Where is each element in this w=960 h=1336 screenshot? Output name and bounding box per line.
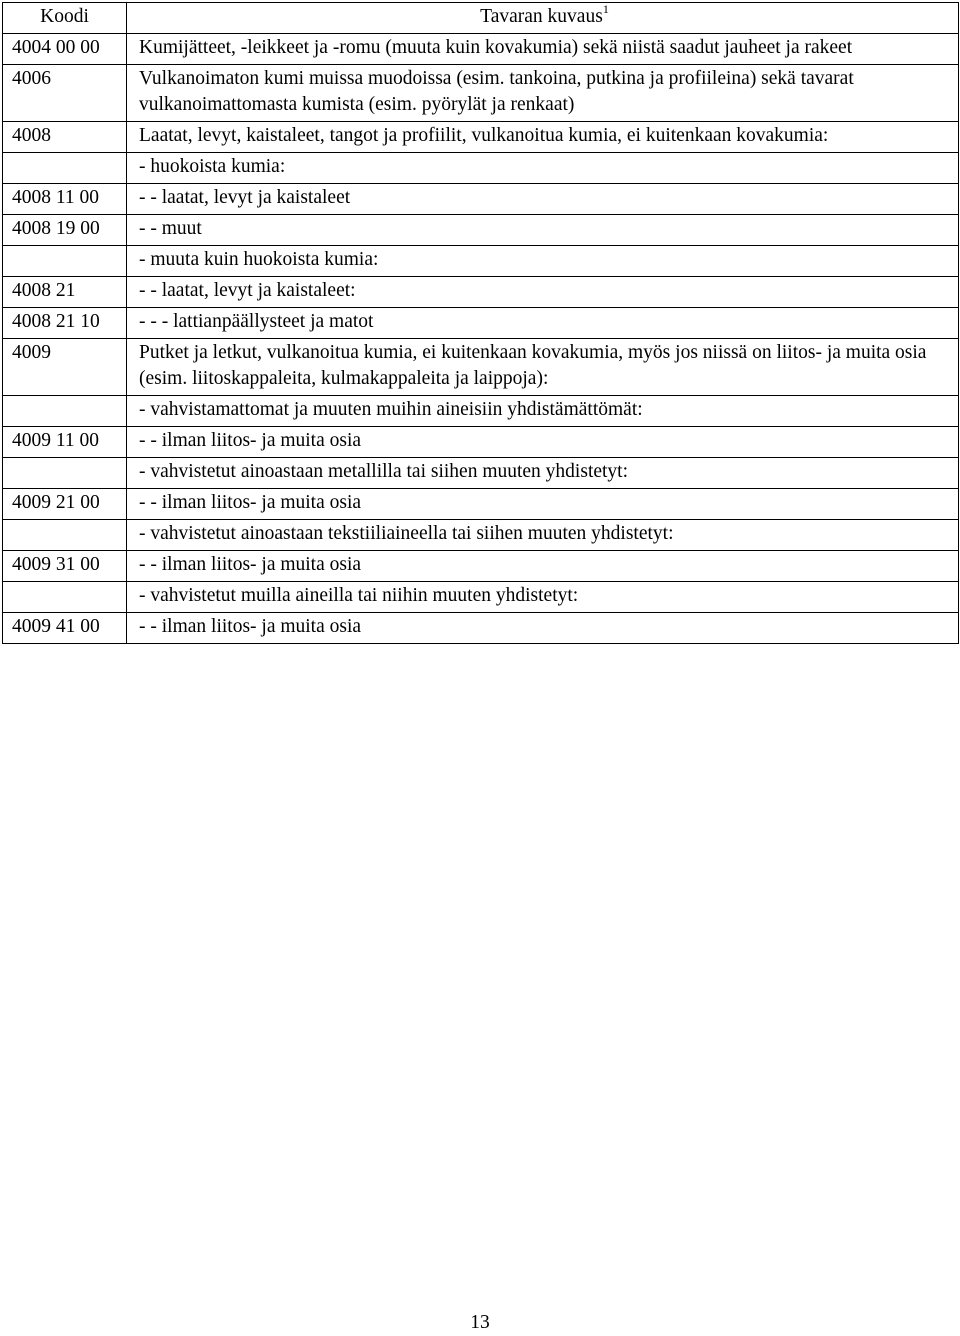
table-header-row [3, 3, 959, 34]
table-row [3, 489, 959, 520]
tariff-code-cell: 4008 11 00 [3, 184, 127, 215]
tariff-code-cell [3, 246, 127, 277]
table-row [3, 153, 959, 184]
tariff-code-cell: 4006 [3, 65, 127, 122]
tariff-code-cell [3, 396, 127, 427]
goods-description-cell: - - ilman liitos- ja muita osia [127, 613, 959, 644]
goods-description-cell: - vahvistamattomat ja muuten muihin aineisiin yhdistämättömät: [127, 396, 959, 427]
table-row [3, 65, 959, 122]
goods-description-cell: Kumijätteet, -leikkeet ja -romu (muuta kuin kovakumia) sekä niistä saadut jauheet ja rakeet [127, 34, 959, 65]
column-header-code: Koodi [3, 3, 127, 34]
table-row [3, 308, 959, 339]
tariff-code-cell: 4008 21 [3, 277, 127, 308]
tariff-code-cell [3, 520, 127, 551]
footnote-marker: 1 [602, 1, 609, 16]
table-row [3, 122, 959, 153]
table-row [3, 215, 959, 246]
tariff-code-cell: 4004 00 00 [3, 34, 127, 65]
tariff-code-cell [3, 153, 127, 184]
tariff-code-cell: 4008 21 10 [3, 308, 127, 339]
table-row [3, 427, 959, 458]
goods-description-cell: - huokoista kumia: [127, 153, 959, 184]
table-row [3, 458, 959, 489]
goods-description-cell: - - laatat, levyt ja kaistaleet: [127, 277, 959, 308]
tariff-code-cell: 4009 31 00 [3, 551, 127, 582]
table-body [3, 34, 959, 644]
table-row [3, 551, 959, 582]
goods-description-cell: - - ilman liitos- ja muita osia [127, 489, 959, 520]
table-row [3, 34, 959, 65]
goods-description-cell: - - laatat, levyt ja kaistaleet [127, 184, 959, 215]
tariff-code-cell [3, 582, 127, 613]
column-header-description-label: Tavaran kuvaus [480, 6, 603, 27]
table-row [3, 246, 959, 277]
goods-description-cell: - - ilman liitos- ja muita osia [127, 427, 959, 458]
table-row [3, 339, 959, 396]
tariff-code-cell: 4009 21 00 [3, 489, 127, 520]
tariff-code-table [2, 2, 959, 644]
goods-description-cell: Putket ja letkut, vulkanoitua kumia, ei kuitenkaan kovakumia, myös jos niissä on liitos- ja muita osia (esim. liitoskappaleita, kulmakappaleita ja laippoja): [127, 339, 959, 396]
tariff-code-cell: 4009 41 00 [3, 613, 127, 644]
goods-description-cell: - - muut [127, 215, 959, 246]
goods-description-cell: - - - lattianpäällysteet ja matot [127, 308, 959, 339]
column-header-description [127, 3, 959, 34]
goods-description-cell: - - ilman liitos- ja muita osia [127, 551, 959, 582]
table-row [3, 520, 959, 551]
goods-description-cell: - vahvistetut muilla aineilla tai niihin muuten yhdistetyt: [127, 582, 959, 613]
table-row [3, 582, 959, 613]
table-row [3, 613, 959, 644]
tariff-code-cell: 4009 [3, 339, 127, 396]
goods-description-cell: - vahvistetut ainoastaan tekstiiliaineella tai siihen muuten yhdistetyt: [127, 520, 959, 551]
goods-description-cell: Laatat, levyt, kaistaleet, tangot ja profiilit, vulkanoitua kumia, ei kuitenkaan kovakumia: [127, 122, 959, 153]
tariff-code-cell: 4008 19 00 [3, 215, 127, 246]
goods-description-cell: - vahvistetut ainoastaan metallilla tai siihen muuten yhdistetyt: [127, 458, 959, 489]
table-row [3, 396, 959, 427]
tariff-code-cell: 4009 11 00 [3, 427, 127, 458]
goods-description-cell: - muuta kuin huokoista kumia: [127, 246, 959, 277]
goods-description-cell: Vulkanoimaton kumi muissa muodoissa (esim. tankoina, putkina ja profiileina) sekä tavarat vulkanoimattomasta kumista (esim. pyörylät ja renkaat) [127, 65, 959, 122]
table-row [3, 277, 959, 308]
table-row [3, 184, 959, 215]
page-number: 13 [470, 1312, 490, 1333]
tariff-code-cell: 4008 [3, 122, 127, 153]
tariff-code-cell [3, 458, 127, 489]
